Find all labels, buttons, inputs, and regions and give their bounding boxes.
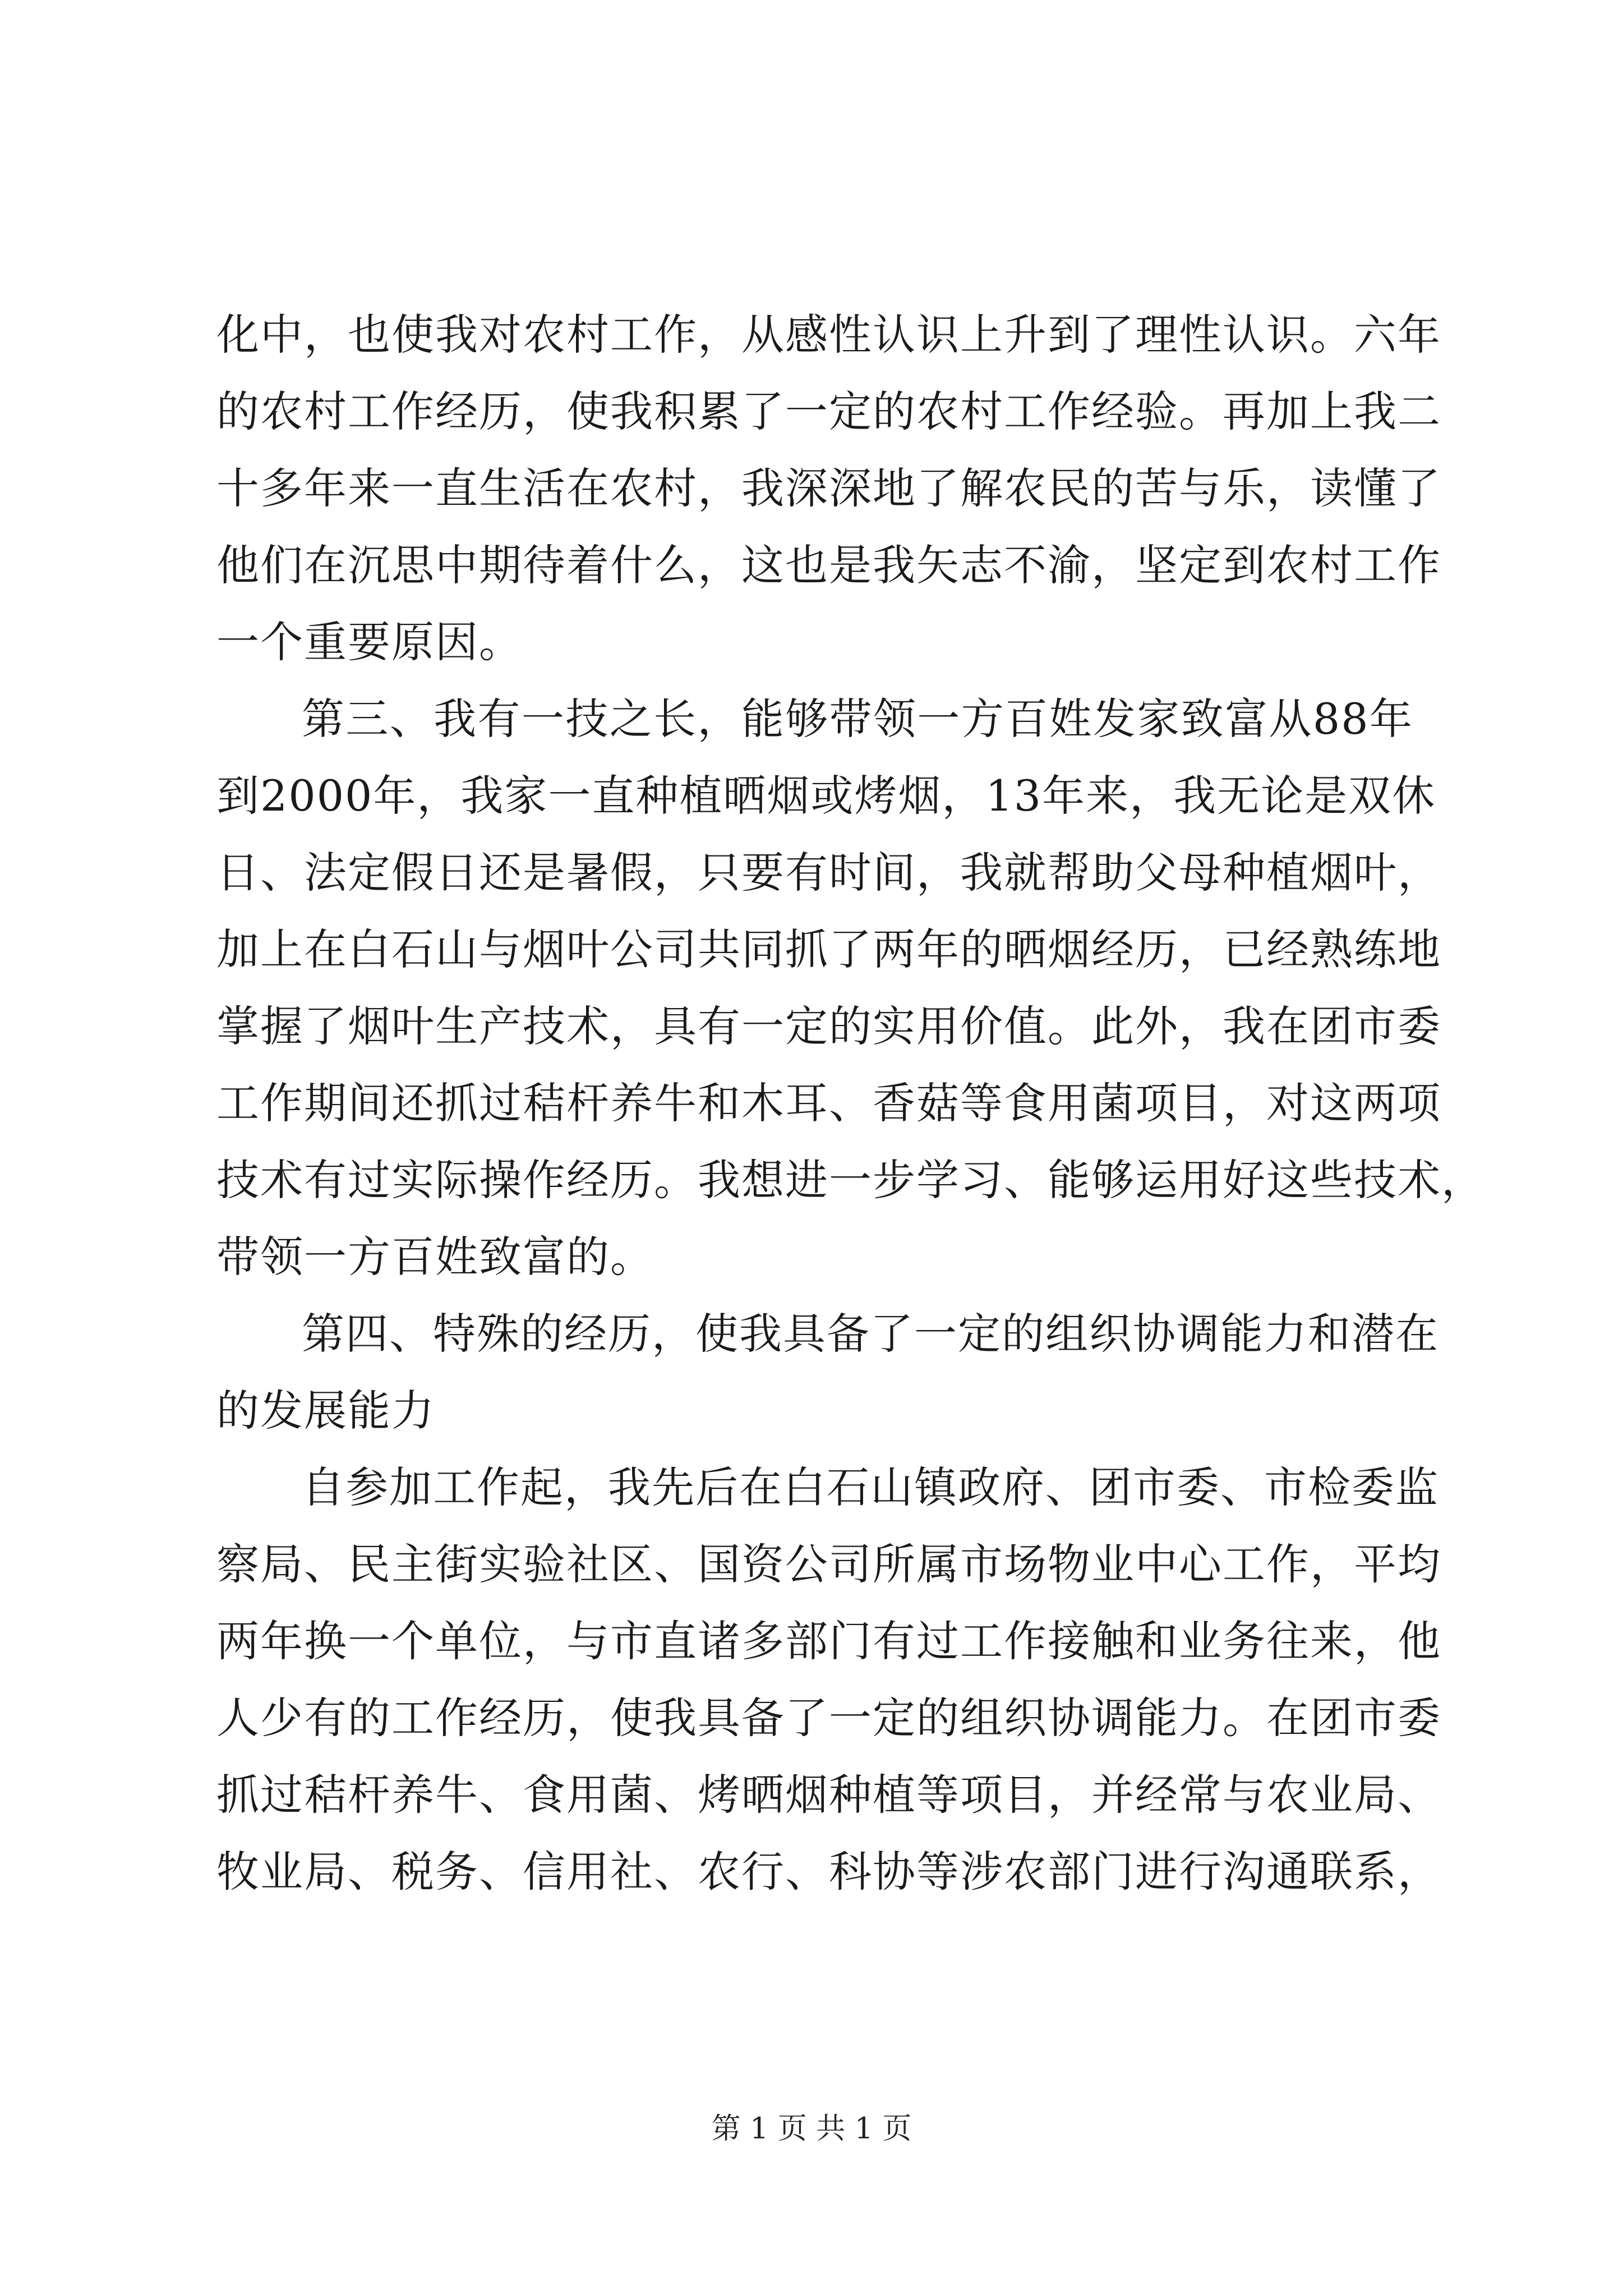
text-line: 第三、我有一技之长，能够带领一方百姓发家致富从88年 <box>302 694 1413 744</box>
paragraph-2 <box>216 680 1485 1295</box>
text-line: 日、法定假日还是暑假，只要有时间，我就帮助父母种植烟叶， <box>216 848 1441 898</box>
text-line: 一个重要原因。 <box>216 617 523 667</box>
text-line: 技术有过实际操作经历。我想进一步学习、能够运用好这些技术， <box>216 1155 1485 1205</box>
text-line: 带领一方百姓致富的。 <box>216 1232 654 1282</box>
text-line: 的农村工作经历，使我积累了一定的农村工作经验。再加上我二 <box>216 386 1441 436</box>
text-line: 十多年来一直生活在农村，我深深地了解农民的苦与乐，读懂了 <box>216 463 1441 513</box>
text-line: 牧业局、税务、信用社、农行、科协等涉农部门进行沟通联系， <box>216 1847 1441 1897</box>
paragraph-4 <box>216 1449 1441 1910</box>
paragraph-3 <box>216 1295 1439 1449</box>
text-line: 两年换一个单位，与市直诸多部门有过工作接触和业务往来，他 <box>216 1616 1441 1666</box>
page-number-label: 第 1 页 共 1 页 <box>711 2112 912 2146</box>
text-line: 人少有的工作经历，使我具备了一定的组织协调能力。在团市委 <box>216 1693 1441 1743</box>
page-footer <box>0 2109 1623 2148</box>
text-line: 加上在白石山与烟叶公司共同抓了两年的晒烟经历，已经熟练地 <box>216 924 1441 974</box>
text-line: 掌握了烟叶生产技术，具有一定的实用价值。此外，我在团市委 <box>216 1001 1441 1051</box>
text-line: 化中，也使我对农村工作，从感性认识上升到了理性认识。六年 <box>216 310 1441 360</box>
paragraph-1 <box>216 296 1441 680</box>
text-line: 工作期间还抓过秸杆养牛和木耳、香菇等食用菌项目，对这两项 <box>216 1078 1441 1128</box>
text-line: 他们在沉思中期待着什么，这也是我矢志不渝，坚定到农村工作 <box>216 540 1441 590</box>
text-line: 自参加工作起，我先后在白石山镇政府、团市委、市检委监 <box>302 1462 1439 1512</box>
text-line: 的发展能力 <box>216 1386 435 1435</box>
document-body <box>216 296 1485 1910</box>
text-line: 到2000年，我家一直种植晒烟或烤烟，13年来，我无论是双休 <box>216 771 1436 821</box>
text-line: 察局、民主街实验社区、国资公司所属市场物业中心工作，平均 <box>216 1539 1441 1589</box>
text-line: 抓过秸杆养牛、食用菌、烤晒烟种植等项目，并经常与农业局、 <box>216 1770 1441 1820</box>
text-line: 第四、特殊的经历，使我具备了一定的组织协调能力和潜在 <box>302 1309 1439 1359</box>
